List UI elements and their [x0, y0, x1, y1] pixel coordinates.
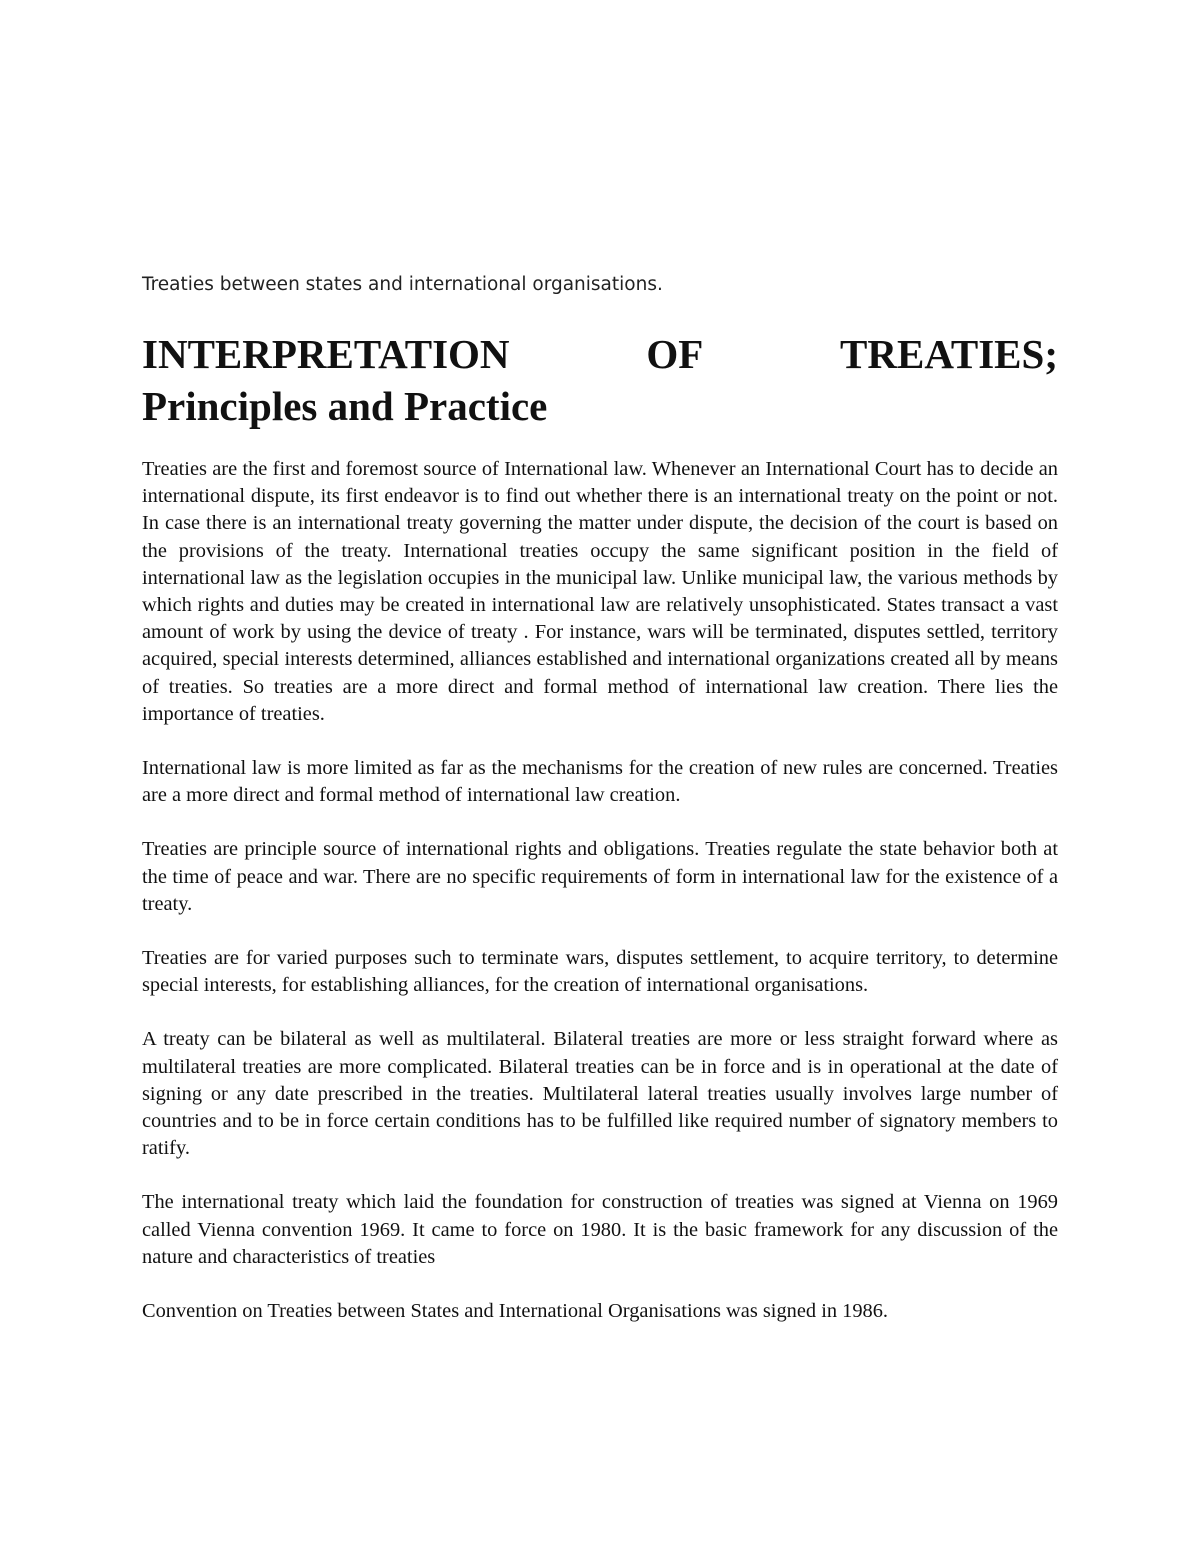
paragraph-varied-purposes: Treaties are for varied purposes such to terminate wars, disputes settlement, to acquire territory, to determine special interests, for establishing alliances, for the creation of international organisations.	[142, 947, 1058, 997]
title-line-2: Principles and Practice	[142, 383, 548, 429]
paragraph-principle-source: Treaties are principle source of international rights and obligations. Treaties regulate the state behavior both at the time of peace and war. There are no specific requirements of form in international law for the existence of a treaty.	[142, 838, 1058, 915]
title-word-treaties: TREATIES;	[840, 331, 1058, 377]
paragraph-limited-mechanisms: International law is more limited as far as the mechanisms for the creation of new rules are concerned. Treaties are a more direct and formal method of international law creation.	[142, 757, 1058, 807]
document-page	[142, 272, 1058, 1352]
document-title	[142, 328, 1058, 432]
paragraph-intro: Treaties are the first and foremost source of International law. Whenever an International Court has to decide an international dispute, its first endeavor is to find out whether there is an international treaty on the point or not. In case there is an international treaty governing the matter under dispute, the decision of the court is based on the provisions of the treaty. International treaties occupy the same significant position in the field of international law as the legislation occupies in the municipal law. Unlike municipal law, the various methods by which rights and duties may be created in international law are relatively unsophisticated. States transact a vast amount of work by using the device of treaty . For instance, wars will be terminated, disputes settled, territory acquired, special interests determined, alliances established and international organizations created all by means of treaties. So treaties are a more direct and formal method of international law creation. There lies the importance of treaties.	[142, 458, 1058, 725]
paragraph-bilateral-multilateral: A treaty can be bilateral as well as multilateral. Bilateral treaties are more or less straight forward where as multilateral treaties are more complicated. Bilateral treaties can be in force and is in operational at the date of signing or any date prescribed in the treaties. Multilateral lateral treaties usually involves large number of countries and to be in force certain conditions has to be fulfilled like required number of signatory members to ratify.	[142, 1028, 1058, 1160]
title-word-interpretation: INTERPRETATION	[142, 331, 510, 377]
title-word-of: OF	[646, 331, 704, 377]
document-subtitle: Treaties between states and international organisations.	[142, 274, 663, 295]
paragraph-1986-convention: Convention on Treaties between States and International Organisations was signed in 1986.	[142, 1300, 889, 1323]
paragraph-vienna-convention: The international treaty which laid the foundation for construction of treaties was signed at Vienna on 1969 called Vienna convention 1969. It came to force on 1980. It is the basic framework for any discussion of the nature and characteristics of treaties	[142, 1191, 1058, 1268]
title-line-1	[142, 328, 1058, 380]
